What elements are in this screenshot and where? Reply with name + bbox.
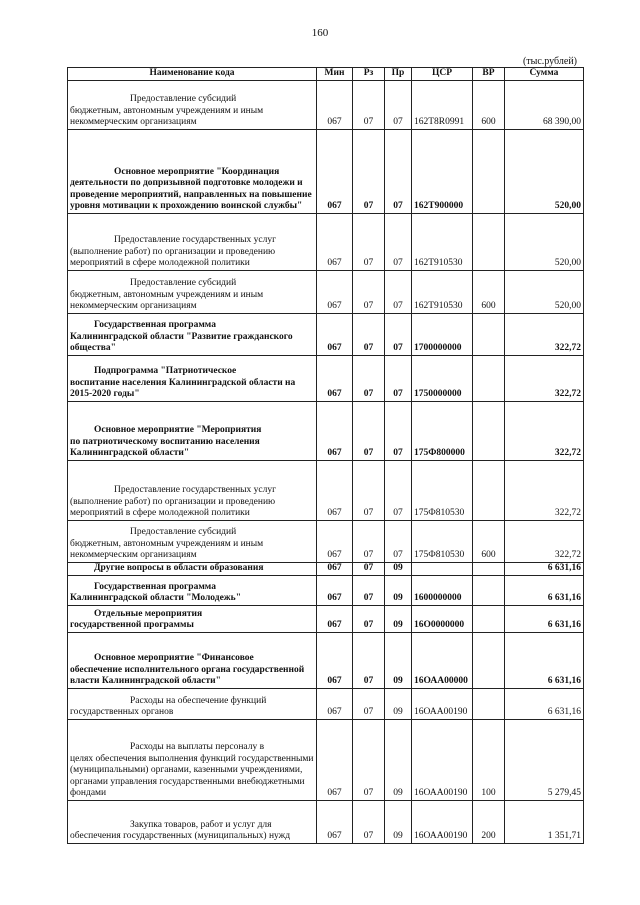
cell-min: 067 xyxy=(317,605,353,632)
cell-min: 067 xyxy=(317,270,353,313)
cell-csr: 1600000000 xyxy=(412,575,473,605)
cell-rz: 07 xyxy=(353,270,385,313)
name-rest: целях обеспечения выполнения функций государственными (муниципальными) органами, казенными учреждениями, органами управления государственными внебюджетными фондами xyxy=(70,753,314,798)
cell-pr: 09 xyxy=(385,632,412,688)
cell-sum: 6 631,16 xyxy=(505,562,584,575)
name-rest: государственной программы xyxy=(70,620,194,630)
cell-name xyxy=(68,562,317,575)
header-pr: Пр xyxy=(385,68,412,81)
cell-min: 067 xyxy=(317,355,353,401)
table-row xyxy=(68,688,584,719)
cell-rz: 07 xyxy=(353,80,385,129)
cell-name xyxy=(68,632,317,688)
header-rz: Рз xyxy=(353,68,385,81)
cell-rz: 07 xyxy=(353,401,385,460)
cell-vr xyxy=(473,460,505,520)
table-row xyxy=(68,80,584,129)
cell-sum: 6 631,16 xyxy=(505,688,584,719)
cell-name xyxy=(68,129,317,213)
cell-vr: 200 xyxy=(473,800,505,843)
cell-sum: 5 279,45 xyxy=(505,719,584,800)
cell-pr: 07 xyxy=(385,129,412,213)
name-first-line: Отдельные мероприятия xyxy=(94,608,203,619)
name-first-line: Предоставление государственных услуг xyxy=(114,235,277,245)
name-rest: воспитание населения Калининградской области на 2015-2020 годы" xyxy=(70,377,296,399)
cell-name xyxy=(68,719,317,800)
cell-name xyxy=(68,688,317,719)
cell-vr xyxy=(473,632,505,688)
cell-pr: 07 xyxy=(385,213,412,270)
cell-csr: 175Ф800000 xyxy=(412,401,473,460)
name-rest: обеспечение исполнительного органа государственной власти Калининградской области" xyxy=(70,664,305,686)
cell-pr: 07 xyxy=(385,80,412,129)
name-first-line: Другие вопросы в области образования xyxy=(94,563,264,573)
table-row xyxy=(68,401,584,460)
cell-sum: 322,72 xyxy=(505,355,584,401)
units-label: (тыс.рублей) xyxy=(522,56,577,67)
table-row xyxy=(68,562,584,575)
cell-pr: 09 xyxy=(385,688,412,719)
cell-csr: 162Т910530 xyxy=(412,213,473,270)
cell-min: 067 xyxy=(317,460,353,520)
cell-vr xyxy=(473,213,505,270)
table-row xyxy=(68,129,584,213)
name-first-line: Подпрограмма "Патриотическое xyxy=(94,366,237,376)
cell-min: 067 xyxy=(317,688,353,719)
cell-rz: 07 xyxy=(353,460,385,520)
cell-pr: 09 xyxy=(385,562,412,575)
cell-name xyxy=(68,460,317,520)
name-first-line: Государственная программа xyxy=(94,581,216,592)
cell-csr: 16ОАА00190 xyxy=(412,719,473,800)
cell-pr: 09 xyxy=(385,575,412,605)
cell-pr: 09 xyxy=(385,800,412,843)
cell-rz: 07 xyxy=(353,605,385,632)
table-row xyxy=(68,313,584,355)
cell-name xyxy=(68,800,317,843)
cell-rz: 07 xyxy=(353,800,385,843)
name-first-line: Основное мероприятие "Финансовое xyxy=(94,653,254,663)
cell-rz: 07 xyxy=(353,688,385,719)
name-rest: Калининградской области "Развитие гражданского общества" xyxy=(70,331,293,353)
cell-vr xyxy=(473,575,505,605)
cell-csr: 16ОАА00190 xyxy=(412,688,473,719)
cell-rz: 07 xyxy=(353,632,385,688)
cell-name xyxy=(68,401,317,460)
name-first-line: Государственная программа xyxy=(94,320,216,330)
cell-rz: 07 xyxy=(353,520,385,562)
page-number: 160 xyxy=(311,27,329,39)
table-row xyxy=(68,355,584,401)
table-row xyxy=(68,719,584,800)
cell-min: 067 xyxy=(317,562,353,575)
cell-csr: 16ОАА00000 xyxy=(412,632,473,688)
header-csr: ЦСР xyxy=(412,68,473,81)
table-row xyxy=(68,213,584,270)
cell-rz: 07 xyxy=(353,719,385,800)
cell-sum: 520,00 xyxy=(505,129,584,213)
cell-min: 067 xyxy=(317,800,353,843)
cell-rz: 07 xyxy=(353,213,385,270)
cell-min: 067 xyxy=(317,401,353,460)
cell-sum: 322,72 xyxy=(505,401,584,460)
cell-name xyxy=(68,575,317,605)
cell-sum: 520,00 xyxy=(505,213,584,270)
cell-sum: 520,00 xyxy=(505,270,584,313)
name-first-line: Расходы на обеспечение функций xyxy=(130,695,267,706)
cell-pr: 07 xyxy=(385,401,412,460)
cell-sum: 6 631,16 xyxy=(505,575,584,605)
table-row xyxy=(68,800,584,843)
cell-vr: 600 xyxy=(473,520,505,562)
cell-name xyxy=(68,213,317,270)
cell-csr xyxy=(412,562,473,575)
name-first-line: Основное мероприятие "Координация xyxy=(114,166,280,177)
table-row xyxy=(68,460,584,520)
cell-min: 067 xyxy=(317,80,353,129)
name-rest: (выполнение работ) по организации и проведению мероприятий в сфере молодежной политики xyxy=(70,496,276,518)
header-name: Наименование кода xyxy=(68,68,317,81)
name-first-line: Предоставление субсидий xyxy=(130,527,237,537)
cell-rz: 07 xyxy=(353,562,385,575)
header-sum: Сумма xyxy=(505,68,584,81)
cell-vr: 100 xyxy=(473,719,505,800)
cell-min: 067 xyxy=(317,719,353,800)
name-rest: бюджетным, автономным учреждениям и иным некоммерческим организациям xyxy=(70,105,264,127)
cell-sum: 322,72 xyxy=(505,520,584,562)
cell-vr xyxy=(473,313,505,355)
cell-pr: 07 xyxy=(385,313,412,355)
cell-sum: 68 390,00 xyxy=(505,80,584,129)
cell-rz: 07 xyxy=(353,129,385,213)
name-rest: обеспечения государственных (муниципальных) нужд xyxy=(70,831,291,841)
table-row xyxy=(68,270,584,313)
table-row xyxy=(68,575,584,605)
cell-name xyxy=(68,270,317,313)
header-vr: ВР xyxy=(473,68,505,81)
name-rest: по патриотическому воспитанию населения Калининградской области" xyxy=(70,436,260,458)
table-row xyxy=(68,632,584,688)
cell-min: 067 xyxy=(317,575,353,605)
cell-pr: 09 xyxy=(385,719,412,800)
name-first-line: Расходы на выплаты персоналу в xyxy=(130,742,265,752)
table-row xyxy=(68,520,584,562)
cell-vr xyxy=(473,605,505,632)
cell-vr xyxy=(473,129,505,213)
name-first-line: Предоставление государственных услуг xyxy=(114,485,277,495)
cell-vr xyxy=(473,688,505,719)
cell-name xyxy=(68,605,317,632)
cell-min: 067 xyxy=(317,313,353,355)
cell-pr: 07 xyxy=(385,460,412,520)
cell-sum: 6 631,16 xyxy=(505,605,584,632)
cell-min: 067 xyxy=(317,520,353,562)
cell-vr: 600 xyxy=(473,270,505,313)
cell-vr xyxy=(473,401,505,460)
table-row xyxy=(68,605,584,632)
cell-csr: 162Т900000 xyxy=(412,129,473,213)
cell-csr: 1750000000 xyxy=(412,355,473,401)
cell-pr: 07 xyxy=(385,270,412,313)
name-first-line: Закупка товаров, работ и услуг для xyxy=(130,819,272,830)
cell-pr: 09 xyxy=(385,605,412,632)
cell-csr: 175Ф810530 xyxy=(412,520,473,562)
cell-csr: 16О0000000 xyxy=(412,605,473,632)
cell-rz: 07 xyxy=(353,575,385,605)
cell-sum: 322,72 xyxy=(505,460,584,520)
name-rest: государственных органов xyxy=(70,707,174,717)
name-rest: деятельности по допризывной подготовке молодежи и проведение мероприятий, направленных на повышение уровня мотивации к прохождению воинской службы" xyxy=(70,178,312,211)
header-min: Мин xyxy=(317,68,353,81)
cell-pr: 07 xyxy=(385,520,412,562)
budget-table xyxy=(67,67,584,844)
name-first-line: Предоставление субсидий xyxy=(130,94,237,104)
name-first-line: Предоставление субсидий xyxy=(130,278,237,288)
name-rest: бюджетным, автономным учреждениям и иным некоммерческим организациям xyxy=(70,538,264,560)
name-rest: (выполнение работ) по организации и проведению мероприятий в сфере молодежной политики xyxy=(70,246,276,268)
cell-rz: 07 xyxy=(353,313,385,355)
cell-sum: 1 351,71 xyxy=(505,800,584,843)
name-rest: бюджетным, автономным учреждениям и иным некоммерческим организациям xyxy=(70,289,264,311)
cell-vr xyxy=(473,562,505,575)
cell-min: 067 xyxy=(317,213,353,270)
name-first-line: Основное мероприятие "Мероприятия xyxy=(94,425,262,435)
cell-csr: 1700000000 xyxy=(412,313,473,355)
cell-sum: 6 631,16 xyxy=(505,632,584,688)
cell-name xyxy=(68,80,317,129)
cell-vr xyxy=(473,355,505,401)
cell-name xyxy=(68,520,317,562)
cell-csr: 16ОАА00190 xyxy=(412,800,473,843)
cell-rz: 07 xyxy=(353,355,385,401)
table-header-row xyxy=(68,68,584,81)
cell-min: 067 xyxy=(317,129,353,213)
cell-min: 067 xyxy=(317,632,353,688)
cell-csr: 175Ф810530 xyxy=(412,460,473,520)
cell-sum: 322,72 xyxy=(505,313,584,355)
cell-name xyxy=(68,355,317,401)
cell-csr: 162Т910530 xyxy=(412,270,473,313)
cell-csr: 162Т8R0991 xyxy=(412,80,473,129)
cell-pr: 07 xyxy=(385,355,412,401)
name-rest: Калининградской области "Молодежь" xyxy=(70,593,241,603)
cell-name xyxy=(68,313,317,355)
cell-vr: 600 xyxy=(473,80,505,129)
